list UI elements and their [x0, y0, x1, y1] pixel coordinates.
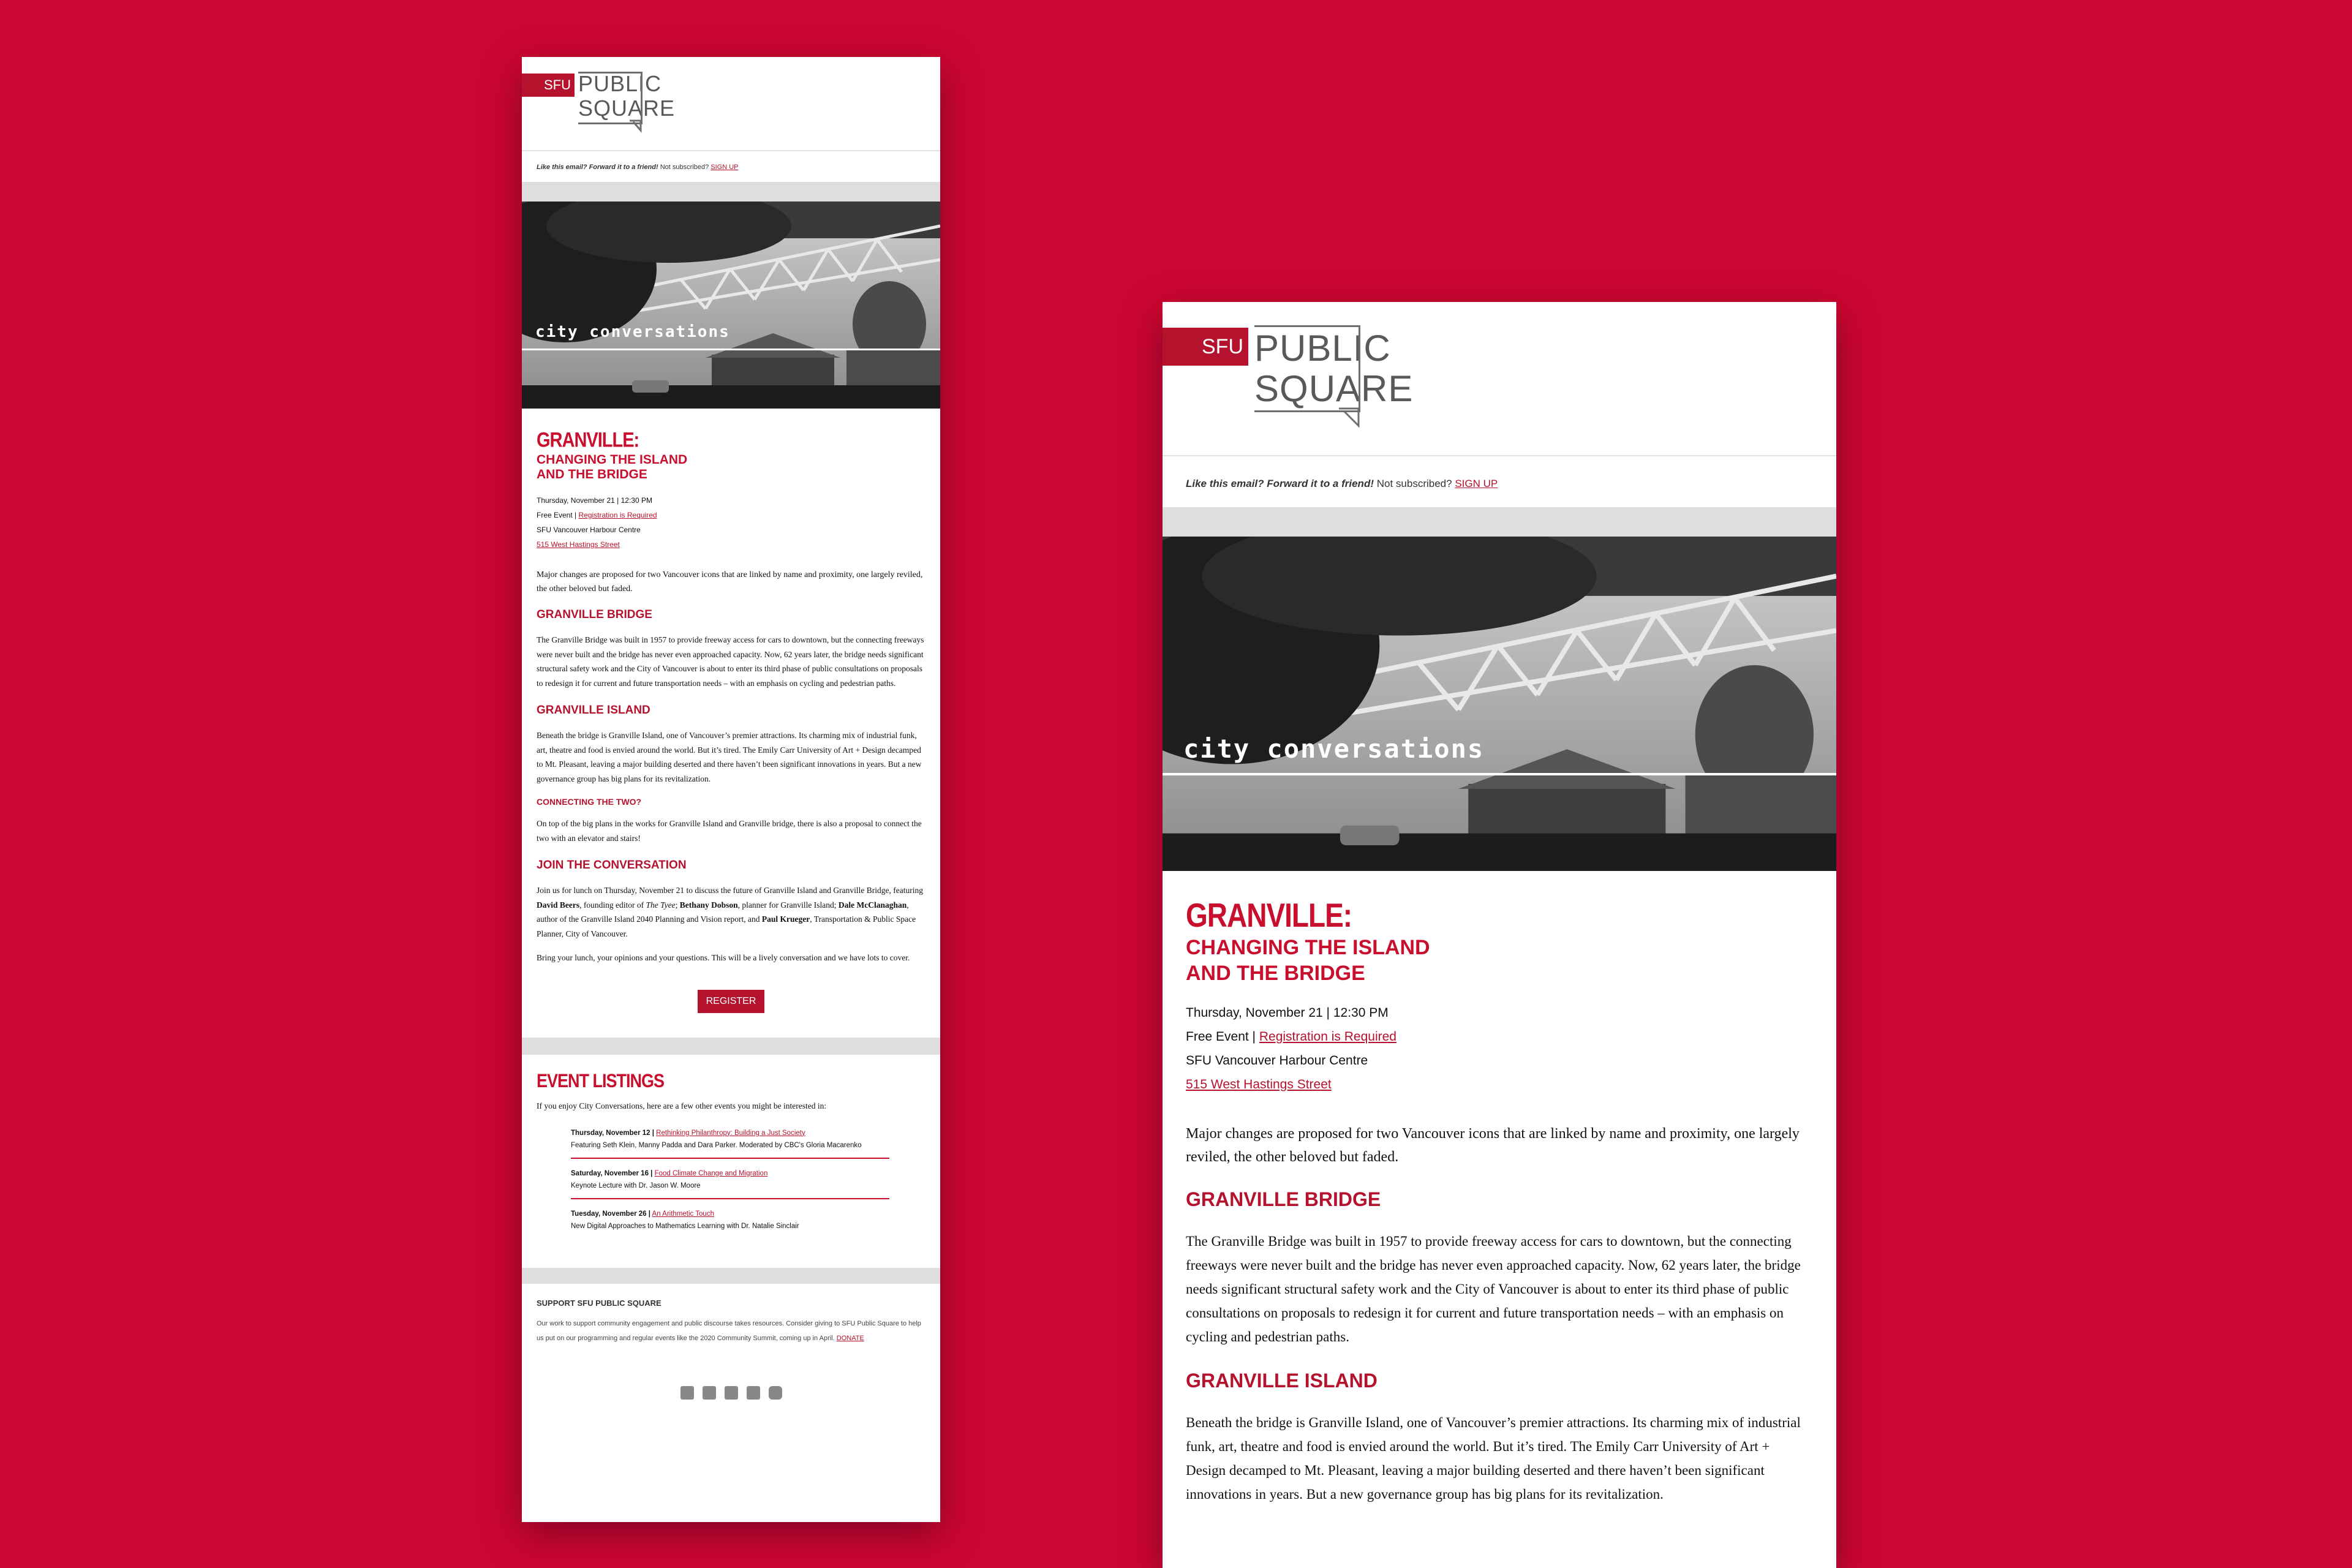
join-heading: JOIN THE CONVERSATION: [537, 859, 687, 872]
email-preview-full: [522, 57, 940, 1522]
gray-band-listings: [522, 1038, 940, 1055]
bridge-photo: [1163, 537, 1836, 871]
logo-bubble-icon: [1254, 325, 1360, 412]
event-listing-item: [571, 1199, 889, 1238]
gray-band: [1163, 507, 1836, 537]
email-header: [1163, 302, 1836, 456]
email-header: [522, 57, 940, 151]
event-date: Thursday, November 21 | 12:30 PM: [1186, 1006, 1389, 1020]
event-subtitle-line1: CHANGING THE ISLAND: [537, 453, 688, 467]
logo-sfu-text: SFU: [1202, 335, 1243, 358]
granville-island-text: Beneath the bridge is Granville Island, one of Vancouver’s premier attractions. Its charming mix of industrial funk, art, theatre and food is envied around the world. But it’s tired. The Emily Carr University of Art + Design decamped to Mt. Pleasant, leaving a major building deserted and there haven’t been significant innovations in years. But a new governance group has big plans for its revitalization.: [1186, 1415, 1801, 1502]
sign-up-link[interactable]: SIGN UP: [1455, 478, 1498, 489]
bridge-photo: [522, 202, 940, 409]
event-listing-date: Thursday, November 12 |: [571, 1129, 654, 1137]
linkedin-icon[interactable]: [725, 1386, 738, 1400]
facebook-icon[interactable]: [680, 1386, 694, 1400]
intro-text: Major changes are proposed for two Vancouver icons that are linked by name and proximity, one largely reviled, the other beloved but faded.: [537, 570, 923, 594]
event-listings-list: [571, 1127, 889, 1238]
event-subtitle-line2: AND THE BRIDGE: [1186, 962, 1365, 985]
logo-sfu-text: SFU: [544, 77, 571, 92]
event-listing-link[interactable]: An Arithmetic Touch: [652, 1210, 714, 1218]
forward-italic: Like this email? Forward it to a friend!: [537, 164, 658, 171]
event-listing-desc: New Digital Approaches to Mathematics Learning with Dr. Natalie Sinclair: [571, 1222, 799, 1230]
gray-band-support: [522, 1268, 940, 1284]
granville-bridge-text: The Granville Bridge was built in 1957 to provide freeway access for cars to downtown, but the connecting freeways were never built and the bridge has never even approached capacity. Now, 62 years later, the bridge needs significant structural safety work and the City of Vancouver is about to enter its third phase of public consultations on proposals to redesign it for current and future transportation needs – with an emphasis on cycling and pedestrian paths.: [1186, 1234, 1801, 1344]
logo-bubble-icon: [578, 72, 643, 124]
hero-image: [522, 202, 940, 409]
logo-sfu-bar: [1163, 328, 1248, 366]
intro-text: Major changes are proposed for two Vancouver icons that are linked by name and proximity, one largely reviled, the other beloved but faded.: [1186, 1126, 1800, 1165]
event-listing-date: Tuesday, November 26 |: [571, 1210, 650, 1218]
forward-line: [522, 151, 940, 182]
hero-image: [1163, 537, 1836, 871]
event-listing-item: [571, 1127, 889, 1159]
address-link[interactable]: 515 West Hastings Street: [537, 540, 620, 549]
event-subtitle-line2: AND THE BRIDGE: [537, 467, 647, 481]
registration-link[interactable]: Registration is Required: [1259, 1030, 1396, 1044]
granville-bridge-text: The Granville Bridge was built in 1957 to provide freeway access for cars to downtown, but the connecting freeways were never built and the bridge has never even approached capacity. Now, 62 years later, the bridge needs significant structural safety work and the City of Vancouver is about to enter its third phase of public consultations on proposals to redesign it for current and future transportation needs – with an emphasis on cycling and pedestrian paths.: [537, 635, 924, 688]
event-listings: [522, 1055, 940, 1238]
twitter-icon[interactable]: [703, 1386, 716, 1400]
instagram-icon[interactable]: [769, 1386, 782, 1400]
logo-speech-tail-icon: [1339, 405, 1360, 427]
event-listing-desc: Featuring Seth Klein, Manny Padda and Dara Parker. Moderated by CBC's Gloria Macarenko: [571, 1141, 862, 1149]
event-listing-date: Saturday, November 16 |: [571, 1169, 653, 1177]
connecting-text: On top of the big plans in the works for Granville Island and Granville bridge, there is also a proposal to connect the two with an elevator and stairs!: [537, 819, 922, 843]
event-meta: [1186, 1001, 1813, 1096]
logo-public: PUBLIC: [1254, 328, 1391, 369]
donate-link[interactable]: DONATE: [836, 1334, 864, 1342]
granville-island-heading: GRANVILLE ISLAND: [1186, 1370, 1378, 1392]
not-subscribed-text: Not subscribed?: [660, 164, 709, 171]
hero-title: city conversations: [1183, 734, 1485, 764]
event-title-main: GRANVILLE:: [537, 428, 639, 452]
hero-underline: [522, 349, 940, 350]
event-listings-intro: If you enjoy City Conversations, here are a few other events you might be interested in:: [537, 1101, 827, 1110]
logo-sfu-bar: [522, 74, 575, 97]
registration-link[interactable]: Registration is Required: [578, 511, 657, 519]
granville-bridge-heading: GRANVILLE BRIDGE: [1186, 1188, 1381, 1210]
logo-public: PUBLIC: [578, 71, 662, 96]
free-event-text: Free Event |: [537, 511, 577, 519]
forward-line: [1163, 456, 1836, 507]
event-listing-desc: Keynote Lecture with Dr. Jason W. Moore: [571, 1182, 701, 1189]
forward-italic: Like this email? Forward it to a friend!: [1186, 478, 1374, 489]
granville-island-heading: GRANVILLE ISLAND: [537, 704, 650, 717]
granville-bridge-heading: GRANVILLE BRIDGE: [537, 608, 652, 621]
event-title-main: GRANVILLE:: [1186, 896, 1352, 934]
gray-band: [522, 182, 940, 202]
event-venue: SFU Vancouver Harbour Centre: [1186, 1054, 1368, 1068]
granville-island-text: Beneath the bridge is Granville Island, one of Vancouver’s premier attractions. Its charming mix of industrial funk, art, theatre and food is envied around the world. But it’s tired. The Emily Carr University of Art + Design decamped to Mt. Pleasant, leaving a major building deserted and there haven’t been significant innovations in years. But a new governance group has big plans for its revitalization.: [537, 731, 922, 783]
connecting-heading: CONNECTING THE TWO?: [537, 797, 642, 807]
event-subtitle-line1: CHANGING THE ISLAND: [1186, 936, 1430, 959]
event-venue: SFU Vancouver Harbour Centre: [537, 526, 641, 534]
join-text: Join us for lunch on Thursday, November 21 to discuss the future of Granville Island and Granville Bridge, featuring David Beers, founding editor of The Tyee; Bethany Dobson, planner for Granville Island; Dale McClanaghan, author of the Granville Island 2040 Planning and Vision report, and Paul Krueger, Transportation & Public Space Planner, City of Vancouver.: [537, 886, 923, 938]
event-listings-heading: EVENT LISTINGS: [537, 1069, 665, 1091]
hero-underline: [1163, 773, 1836, 775]
not-subscribed-text: Not subscribed?: [1376, 478, 1452, 489]
address-link[interactable]: 515 West Hastings Street: [1186, 1077, 1332, 1091]
event-listing-link[interactable]: Food Climate Change and Migration: [654, 1169, 768, 1177]
email-content: [522, 409, 940, 1013]
logo-square: SQUARE: [1254, 368, 1414, 409]
hero-title: city conversations: [535, 323, 730, 341]
email-preview-zoomed: [1163, 302, 1836, 1568]
register-button[interactable]: REGISTER: [698, 990, 765, 1013]
support-heading: SUPPORT SFU PUBLIC SQUARE: [537, 1298, 662, 1308]
event-registration-line: [1186, 1025, 1813, 1049]
social-icons: [522, 1386, 940, 1400]
sign-up-link[interactable]: SIGN UP: [710, 164, 739, 171]
closing-text: Bring your lunch, your opinions and your questions. This will be a lively conversation and we have lots to cover.: [537, 953, 910, 962]
event-registration-line: [537, 508, 925, 522]
support-text: Our work to support community engagement and public discourse takes resources. Consider giving to SFU Public Square to help us put on our programming and regular events like the 2020 Community Summit, coming up in April. DONATE: [537, 1319, 921, 1342]
logo-speech-tail-icon: [630, 118, 642, 132]
event-listing-item: [571, 1159, 889, 1199]
event-listing-link[interactable]: Rethinking Philanthropy: Building a Just Society: [656, 1129, 805, 1137]
free-event-text: Free Event |: [1186, 1030, 1256, 1044]
event-meta: [537, 493, 925, 552]
logo-square: SQUARE: [578, 96, 676, 121]
event-date: Thursday, November 21 | 12:30 PM: [537, 496, 652, 505]
email-content: [1163, 871, 1836, 1506]
youtube-icon[interactable]: [747, 1386, 760, 1400]
support-section: [522, 1284, 940, 1346]
